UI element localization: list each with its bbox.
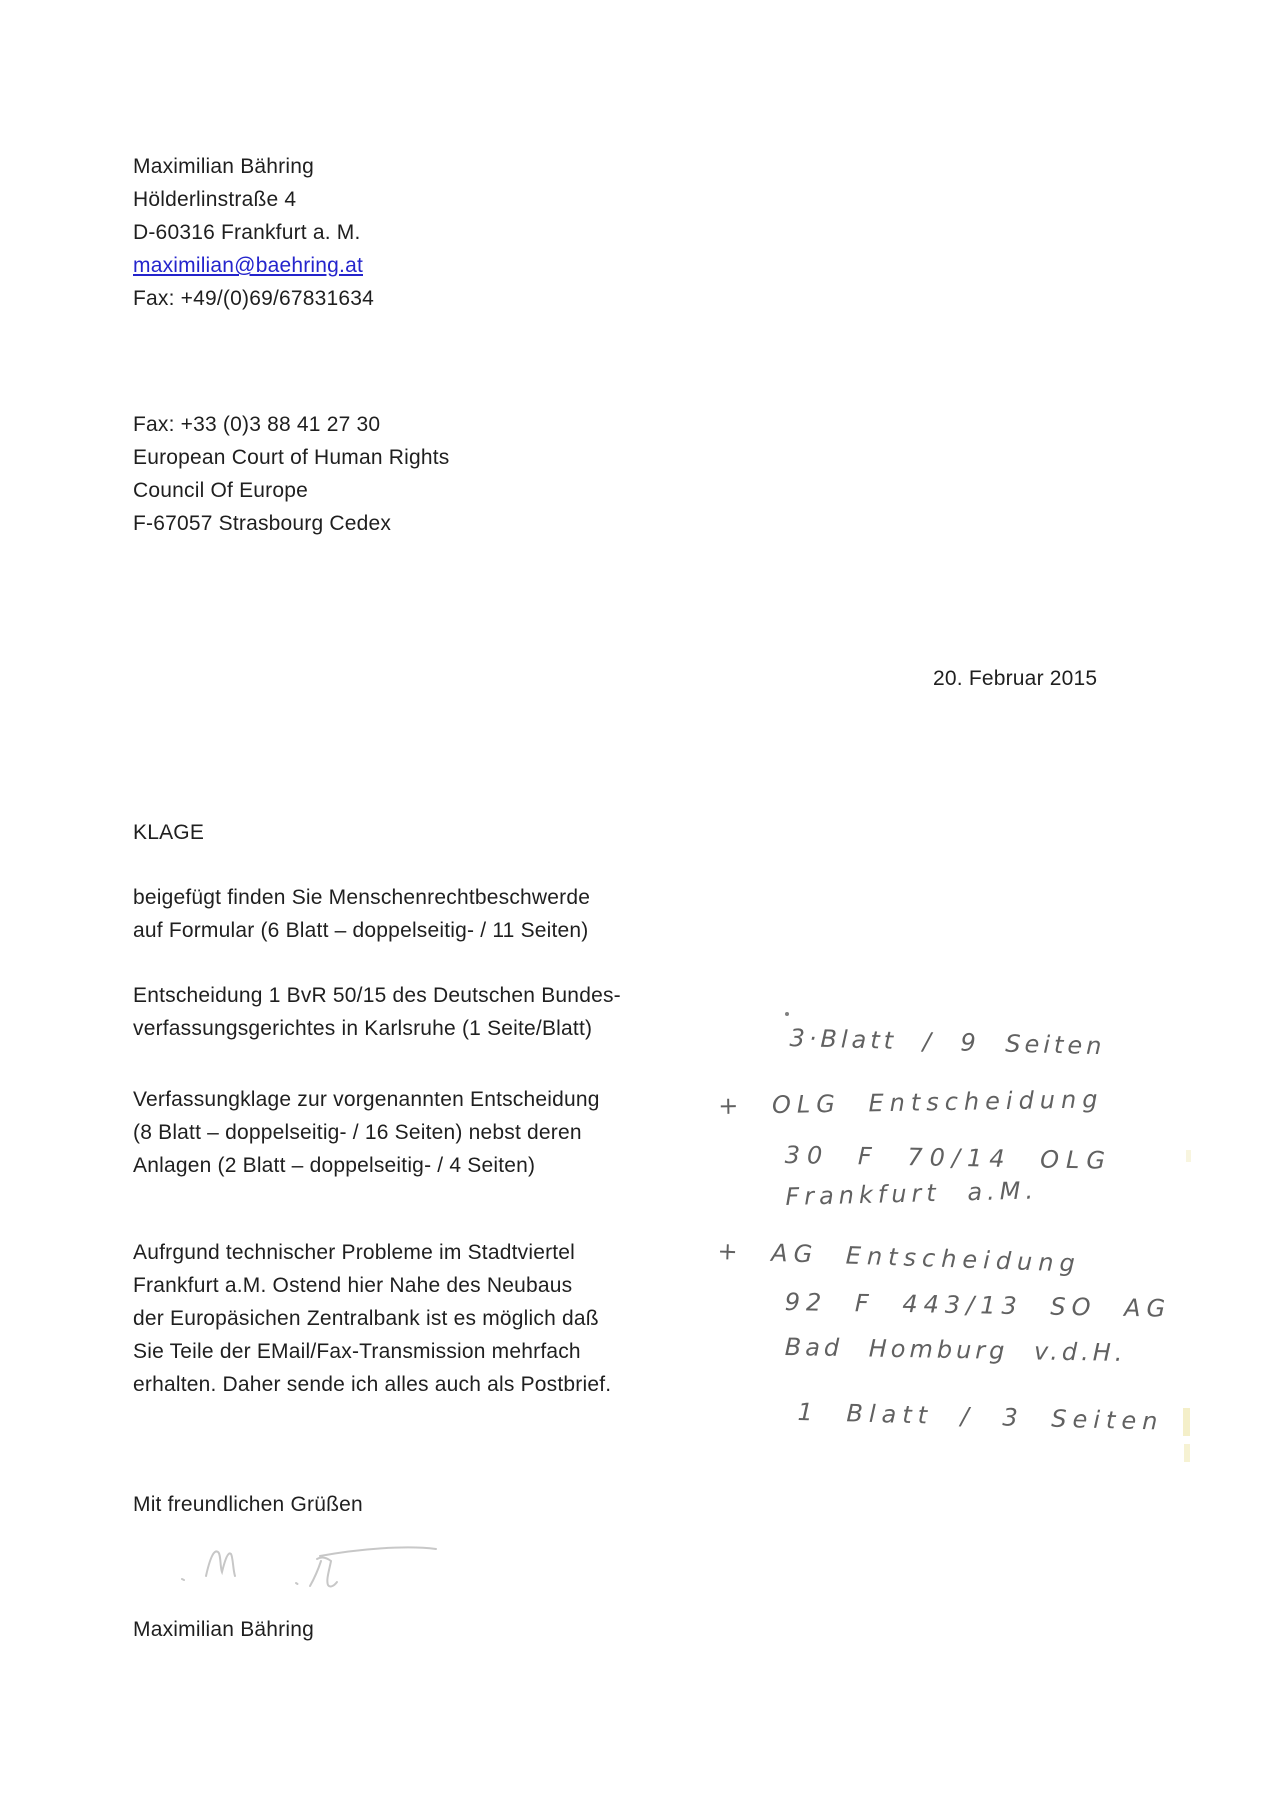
sender-fax: Fax: +49/(0)69/67831634: [133, 287, 375, 310]
sender-city: D-60316 Frankfurt a. M.: [133, 221, 361, 244]
handwritten-note-blatt-seiten-1: 3·Blatt / 9 Seiten: [789, 1024, 1106, 1061]
handwritten-note-ag-entscheidung: + AG Entscheidung: [717, 1237, 1082, 1278]
scan-artifact: [1186, 1150, 1191, 1162]
signature-name: Maximilian Bähring: [133, 1618, 315, 1641]
ink-dot: [785, 1012, 789, 1016]
paragraph-technical-note: [133, 1236, 611, 1401]
sender-street: Hölderlinstraße 4: [133, 188, 297, 211]
closing-salutation: Mit freundlichen Grüßen: [133, 1493, 363, 1516]
recipient-institution: European Court of Human Rights: [133, 446, 450, 469]
sender-name: Maximilian Bähring: [133, 155, 315, 178]
sender-email-link[interactable]: maximilian@baehring.at: [133, 254, 363, 277]
text-line: Aufrgund technischer Probleme im Stadtviertel: [133, 1241, 576, 1264]
text-line: auf Formular (6 Blatt – doppelseitig- / 11 Seiten): [133, 919, 589, 942]
text-line: verfassungsgerichtes in Karlsruhe (1 Seite/Blatt): [133, 1017, 593, 1040]
text-line: Anlagen (2 Blatt – doppelseitig- / 4 Seiten): [133, 1154, 536, 1177]
recipient-fax: Fax: +33 (0)3 88 41 27 30: [133, 413, 381, 436]
sender-address-block: [133, 150, 374, 315]
text-line: (8 Blatt – doppelseitig- / 16 Seiten) nebst deren: [133, 1121, 582, 1144]
text-line: der Europäsichen Zentralbank ist es möglich daß: [133, 1307, 599, 1330]
recipient-city: F-67057 Strasbourg Cedex: [133, 512, 392, 535]
handwritten-note-olg-case-number: 30 F 70/14 OLG: [784, 1141, 1113, 1175]
scan-artifact: [1183, 1408, 1190, 1436]
handwritten-note-ag-case-number: 92 F 443/13 SO AG: [784, 1288, 1172, 1323]
text-line: Entscheidung 1 BvR 50/15 des Deutschen Bundes-: [133, 984, 621, 1007]
signature-scribble: [168, 1530, 448, 1600]
text-line: Verfassungklage zur vorgenannten Entscheidung: [133, 1088, 600, 1111]
scan-artifact: [1184, 1444, 1190, 1462]
recipient-organisation: Council Of Europe: [133, 479, 308, 502]
text-line: beigefügt finden Sie Menschenrechtbeschwerde: [133, 886, 591, 909]
recipient-address-block: [133, 408, 450, 540]
handwritten-note-frankfurt: Frankfurt a.M.: [785, 1176, 1039, 1211]
text-line: erhalten. Daher sende ich alles auch als Postbrief.: [133, 1373, 612, 1396]
paragraph-decision: [133, 979, 621, 1045]
text-line: Sie Teile der EMail/Fax-Transmission mehrfach: [133, 1340, 581, 1363]
subject-heading: KLAGE: [133, 821, 205, 844]
paragraph-constitutional-complaint: [133, 1083, 600, 1182]
paragraph-attachments: [133, 881, 590, 947]
letter-date: 20. Februar 2015: [933, 667, 1098, 690]
handwritten-note-bad-homburg: Bad Homburg v.d.H.: [784, 1333, 1127, 1367]
handwritten-note-olg-entscheidung: + OLG Entscheidung: [718, 1085, 1104, 1120]
handwritten-note-blatt-seiten-2: 1 Blatt / 3 Seiten: [797, 1398, 1164, 1436]
text-line: Frankfurt a.M. Ostend hier Nahe des Neubaus: [133, 1274, 573, 1297]
